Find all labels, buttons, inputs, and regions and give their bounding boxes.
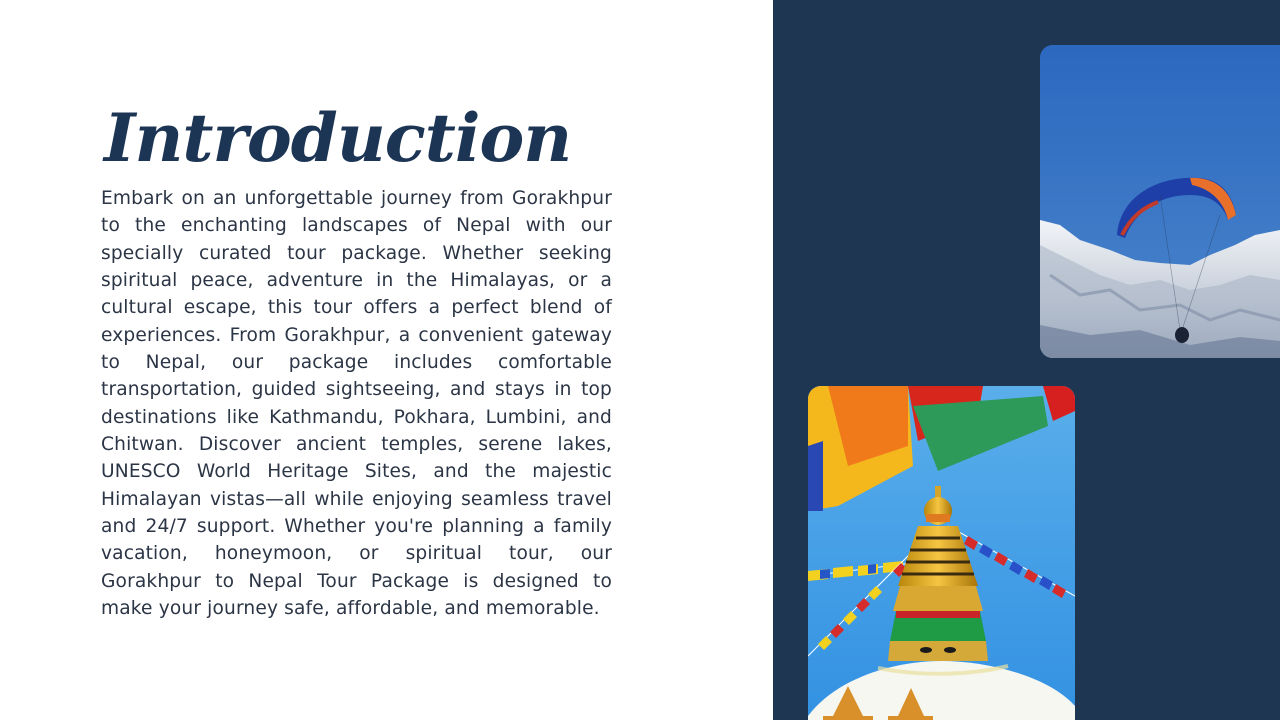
slide-title: Introduction [104, 99, 572, 177]
intro-paragraph: Embark on an unforgettable journey from Gorakhpur to the enchanting landscapes of Nepal with our specially curated tour package. Whether seeking spiritual peace, adventure in the Himalayas, or a cultural escape, this tour offers a perfect blend of experiences. From Gorakhpur, a convenient gateway to Nepal, our package includes comfortable transportation, guided sightseeing, and stays in top destinations like Kathmandu, Pokhara, Lumbini, and Chitwan. Discover ancient temples, serene lakes, UNESCO World Heritage Sites, and the majestic Himalayan vistas—all while enjoying seamless travel and 24/7 support. Whether you're planning a family vacation, honeymoon, or spiritual tour, our Gorakhpur to Nepal Tour Package is designed to make your journey safe, affordable, and memorable. [101, 188, 612, 620]
paragliding-over-himalayas-photo [1040, 45, 1280, 358]
swayambhunath-stupa-photo [808, 386, 1075, 720]
